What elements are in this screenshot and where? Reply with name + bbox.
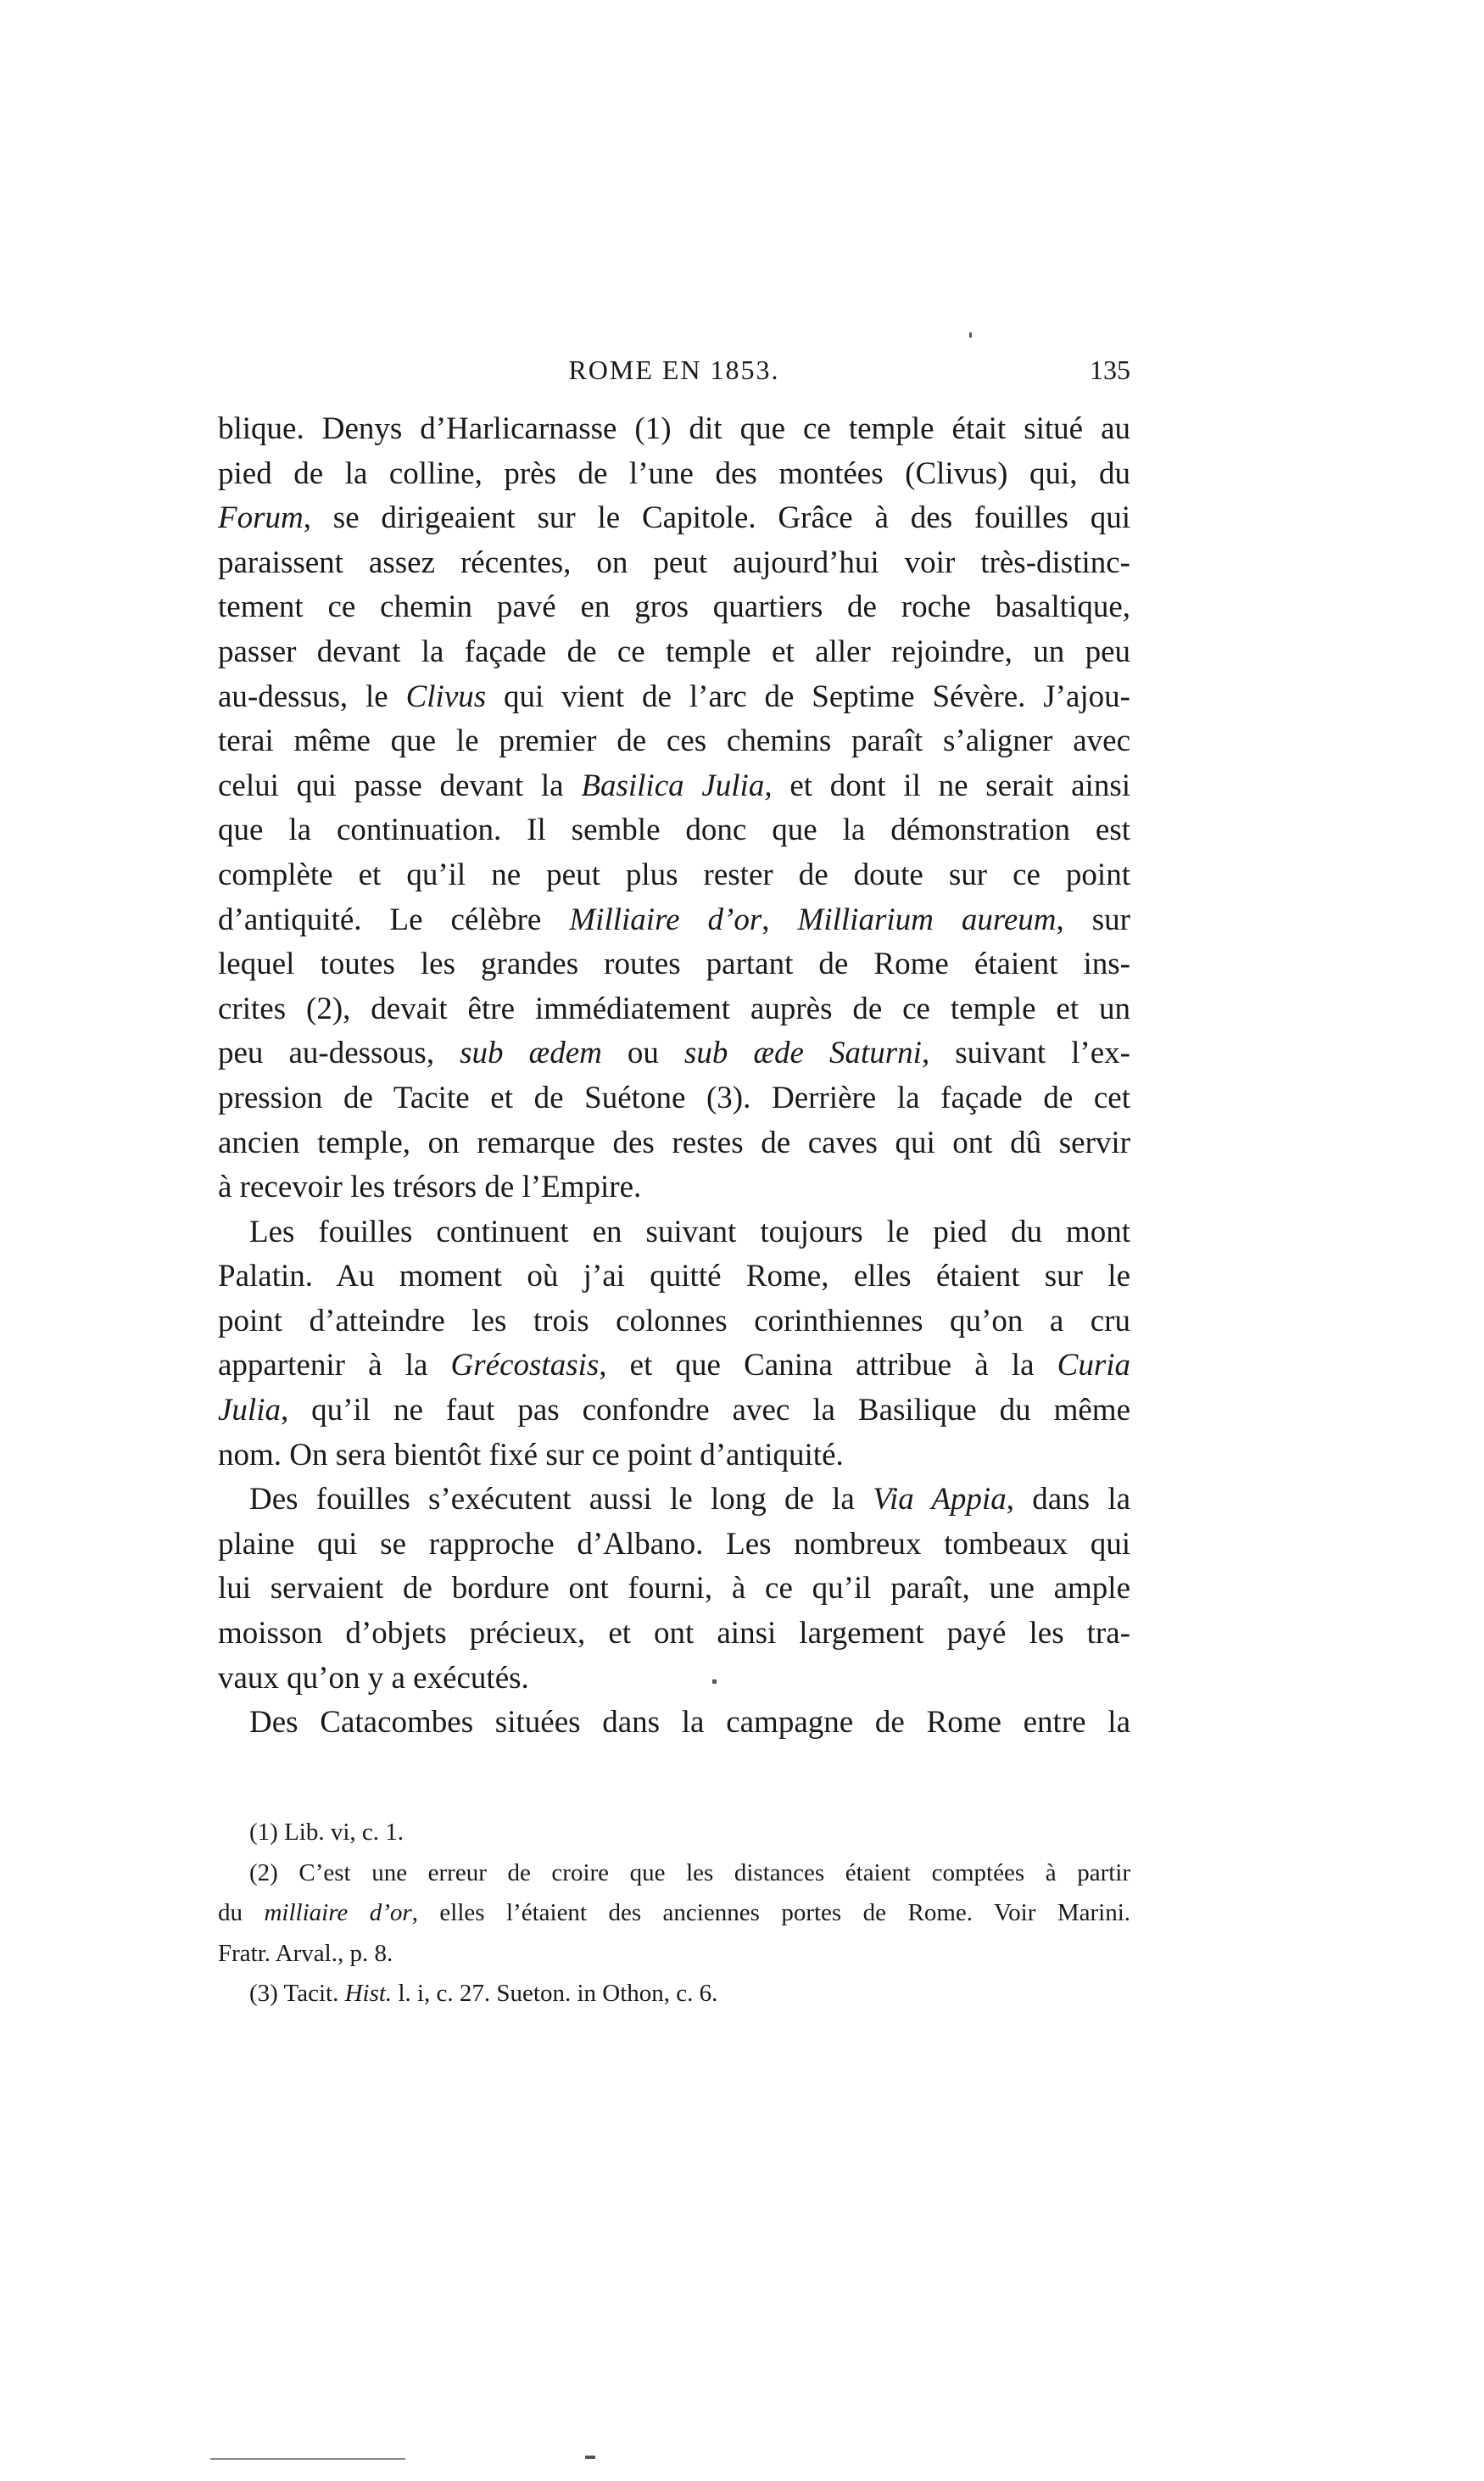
footnotes: [218, 1813, 1130, 2014]
running-title: ROME EN 1853.: [568, 355, 780, 385]
text-line: [218, 541, 1130, 586]
text-line: [218, 808, 1130, 853]
text-run: point d’atteindre les trois colonnes corinthiennes qu’on a cru: [218, 1303, 1130, 1338]
italic-text: Clivus: [405, 679, 487, 714]
text-run: lequel toutes les grandes routes partant de Rome étaient ins-: [218, 947, 1130, 982]
text-line: [218, 630, 1130, 675]
text-run: , et que Canina attribue à la: [599, 1348, 1057, 1383]
text-run: du: [218, 1899, 265, 1926]
text-run: ancien temple, on remarque des restes de caves qui ont dû servir: [218, 1125, 1130, 1160]
text-line: [218, 1121, 1130, 1166]
text-run: Fratr. Arval., p. 8.: [218, 1939, 393, 1967]
italic-text: Milliaire d’or: [569, 902, 762, 937]
page-number: 135: [1090, 355, 1130, 385]
body-text: [218, 407, 1130, 1746]
italic-text: Hist.: [344, 1980, 393, 2007]
text-run: ,: [762, 902, 798, 937]
italic-text: Grécostasis: [450, 1348, 600, 1383]
text-run: l. i, c. 27. Sueton. in Othon, c. 6.: [392, 1980, 718, 2007]
text-run: appartenir à la: [218, 1348, 451, 1383]
footnote-line: [218, 1813, 1130, 1853]
text-run: , sur: [1056, 902, 1130, 937]
italic-text: Milliarium aureum: [797, 902, 1057, 937]
text-run: pression de Tacite et de Suétone (3). Derrière la façade de cet: [218, 1080, 1130, 1115]
italic-text: Julia: [218, 1393, 281, 1428]
footnote-line: [218, 1974, 1130, 2014]
scan-mark: [585, 2456, 595, 2459]
text-line: [218, 1076, 1130, 1121]
text-run: lui servaient de bordure ont fourni, à ce qu’il paraît, une ample: [218, 1571, 1130, 1607]
text-run: plaine qui se rapproche d’Albano. Les nombreux tombeaux qui: [218, 1526, 1130, 1562]
text-run: que la continuation. Il semble donc que la démonstration est: [218, 813, 1130, 848]
text-line: [218, 1165, 1130, 1210]
page-header: [218, 355, 1130, 397]
text-run: , suivant l’ex-: [921, 1036, 1130, 1071]
text-run: crites (2), devait être immédiatement auprès de ce temple et un: [218, 991, 1130, 1026]
text-run: complète et qu’il ne peut plus rester de doute sur ce point: [218, 857, 1130, 892]
text-run: ou: [601, 1036, 684, 1071]
text-line: [218, 719, 1130, 764]
italic-text: sub æde Saturni: [683, 1036, 922, 1071]
text-line: [218, 1389, 1130, 1433]
text-line: [218, 1344, 1130, 1389]
text-run: passer devant la façade de ce temple et aller rejoindre, un peu: [218, 634, 1130, 669]
footnote-line: [218, 1934, 1130, 1975]
text-line: [218, 942, 1130, 987]
text-run: , dans la: [1006, 1482, 1130, 1517]
text-run: Des fouilles s’exécutent aussi le long de la: [249, 1482, 873, 1517]
text-run: (2) C’est une erreur de croire que les distances étaient comptées à partir: [249, 1858, 1130, 1886]
text-line: [218, 407, 1130, 452]
italic-text: Via Appia: [873, 1482, 1007, 1517]
text-line: [218, 585, 1130, 630]
text-line: [218, 1433, 1130, 1478]
footnote-line: [218, 1853, 1130, 1894]
italic-text: Curia: [1057, 1348, 1130, 1383]
text-line: [218, 1299, 1130, 1344]
text-run: peu au-dessous,: [218, 1036, 460, 1071]
italic-text: sub ædem: [460, 1036, 602, 1071]
text-line: [218, 1254, 1130, 1299]
text-line: [218, 987, 1130, 1032]
scan-mark: [210, 2458, 405, 2460]
text-run: (1) Lib. vi, c. 1.: [249, 1819, 404, 1846]
text-line: [218, 1612, 1130, 1657]
text-run: nom. On sera bientôt fixé sur ce point d’antiquité.: [218, 1437, 844, 1472]
text-run: celui qui passe devant la: [218, 768, 582, 803]
italic-text: milliaire d’or: [264, 1899, 412, 1926]
text-line: [218, 1567, 1130, 1612]
text-line: [218, 764, 1130, 809]
text-run: vaux qu’on y a exécutés.: [218, 1660, 529, 1696]
text-run: , se dirigeaient sur le Capitole. Grâce à des fouilles qui: [303, 500, 1130, 536]
text-run: moisson d’objets précieux, et ont ainsi largement payé les tra-: [218, 1616, 1130, 1651]
italic-text: Basilica Julia,: [581, 768, 773, 803]
text-line: [218, 452, 1130, 497]
text-line: [218, 898, 1130, 943]
text-line: [218, 853, 1130, 898]
text-line: [218, 1031, 1130, 1076]
text-run: d’antiquité. Le célèbre: [218, 902, 570, 937]
text-run: Des Catacombes situées dans la campagne de Rome entre la: [249, 1705, 1130, 1741]
text-run: , elles l’étaient des anciennes portes de Rome. Voir Marini.: [411, 1899, 1131, 1926]
text-run: au-dessus, le: [218, 679, 406, 714]
text-line: [218, 675, 1130, 720]
text-line: [218, 496, 1130, 541]
text-line: [218, 1210, 1130, 1255]
text-line: [218, 1657, 1130, 1701]
text-run: (3) Tacit.: [249, 1980, 345, 2007]
text-run: paraissent assez récentes, on peut aujourd’hui voir très-distinc-: [218, 545, 1130, 580]
text-line: [218, 1478, 1130, 1523]
scan-mark: [712, 1679, 717, 1684]
text-run: blique. Denys d’Harlicarnasse (1) dit que ce temple était situé au: [218, 411, 1130, 446]
text-run: pied de la colline, près de l’une des montées (Clivus) qui, du: [218, 455, 1130, 491]
text-run: , qu’il ne faut pas confondre avec la Basilique du même: [280, 1393, 1130, 1428]
text-run: Palatin. Au moment où j’ai quitté Rome, elles étaient sur le: [218, 1259, 1130, 1294]
scan-mark: [969, 332, 972, 338]
text-run: Les fouilles continuent en suivant toujours le pied du mont: [249, 1214, 1130, 1249]
text-run: et dont il ne serait ainsi: [772, 768, 1130, 803]
text-run: qui vient de l’arc de Septime Sévère. J’ajou-: [486, 679, 1130, 714]
text-line: [218, 1523, 1130, 1567]
text-run: tement ce chemin pavé en gros quartiers de roche basaltique,: [218, 590, 1130, 625]
footnote-line: [218, 1893, 1130, 1934]
text-run: à recevoir les trésors de l’Empire.: [218, 1170, 642, 1205]
italic-text: Forum: [218, 500, 304, 536]
text-run: terai même que le premier de ces chemins paraît s’aligner avec: [218, 724, 1130, 759]
text-line: [218, 1701, 1130, 1746]
